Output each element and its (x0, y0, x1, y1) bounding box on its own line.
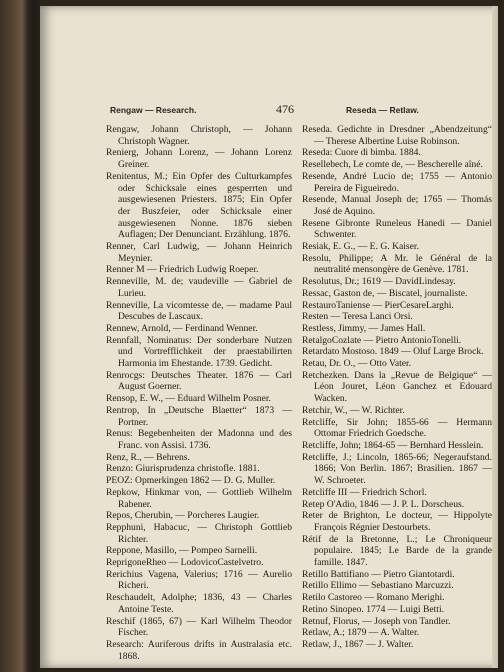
index-entry: Reschif (1865, 67) — Karl Wilhelm Theodor Fischer. (106, 615, 292, 639)
index-entry: Rentrop, In „Deutsche Blaetter“ 1873 — Portner. (106, 404, 292, 428)
index-entry: Retillo Ellimo — Sebastiano Marcuzzi. (302, 580, 454, 592)
index-entry: Retlaw, A.; 1879 — A. Walter. (302, 627, 420, 639)
index-entry: Reter de Brighton, Le docteur, — Hippolyte François Régnier Destourbets. (302, 510, 492, 533)
index-entry: Retillo Battifiano — Pietro Giantotardi. (302, 568, 455, 580)
index-entry: Reschaudelt, Adolphe; 1836, 43 — Charles Antoine Teste. (106, 592, 292, 615)
index-entry: Rennew, Arnold, — Ferdinand Wenner. (106, 322, 258, 334)
index-entry: Resene Gibronte Runeleus Hanedi — Daniel Schwenter. (302, 217, 492, 241)
index-entry: Retardato Mostoso. 1849 — Oluf Large Brock. (302, 346, 484, 358)
index-entry: Renzo: Giurisprudenza christofle. 1881. (106, 463, 260, 475)
index-entry: Research: Auriferous drifts in Australasia etc. 1868. (106, 638, 292, 662)
index-entry: Renus: Begebenheiten der Madonna und des Franc. von Assisi. 1736. (106, 428, 292, 451)
index-entry: Retchezken. Dans la „Revue de Belgique“ — Léon Jouret, Léon Ganchez et Edouard Wacken. (302, 369, 492, 405)
index-entry: Retnuf, Florus, — Joseph von Tandler. (302, 615, 451, 627)
right-column (302, 124, 492, 651)
right-running-head: Reseda — Retlaw. (346, 105, 419, 115)
index-entry: Resende, André Lucio de; 1755 — Antonio Pereira de Figueiredo. (302, 170, 492, 194)
page-header (40, 102, 498, 118)
index-entry: Renitentus, M.; Ein Opfer des Culturkampfes oder Schicksale eines gesperrten und ausgewiesenen Priesters. 1875; Ein Opfer der Buszfeier, oder Schicksale einer ausgewiesenen Nonne. 1876 sieben Auflagen; Der Denunciant. Erzählung. 1876. (106, 170, 292, 241)
index-entry: Retilo Castoreo — Romano Merighi. (302, 592, 445, 604)
index-entry: Resellebech, Le comte de, — Bescherelle aîné. (302, 159, 483, 171)
index-entry: Retcliffe III — Friedrich Schorl. (302, 486, 427, 498)
index-entry: Renner M — Friedrich Ludwig Roeper. (106, 264, 259, 276)
index-entry: Reseda. Gedichte in Dresdner „Abendzeitung“ — Therese Albertine Luise Robinson. (302, 124, 492, 147)
index-entry: Resiak, E. G., — E. G. Kaiser. (302, 241, 419, 253)
index-entry: Ressac, Gaston de, — Biscatel, journaliste. (302, 287, 468, 299)
index-entry: Renneville, M. de; vaudeville — Gabriel de Lurieu. (106, 276, 292, 299)
index-entry: Restless, Jimmy, — James Hall. (302, 322, 426, 334)
index-entry: Retep O'Adio, 1846 — J. P. L. Dorscheus. (302, 498, 465, 510)
left-column (106, 124, 292, 662)
index-entry: RetalgoCozlate — Pietro AntonioTonelli. (302, 334, 462, 346)
index-entry: Repos, Cherubin, — Porcheres Laugier. (106, 510, 260, 522)
index-entry: Rerichius Vagena, Valerius; 1716 — Aurelio Richeri. (106, 568, 292, 592)
index-entry: Retino Sinopeo. 1774 — Luigi Betti. (302, 603, 445, 615)
index-entry: Reseda: Cuore di bimba. 1884. (302, 147, 421, 159)
page-number: 476 (276, 102, 294, 116)
left-running-head: Rengaw — Research. (110, 105, 197, 115)
index-entry: Rensop, E. W., — Eduard Wilhelm Posner. (106, 393, 271, 405)
index-entry: Repphuni, Habacuc, — Christoph Gottlieb Richter. (106, 521, 292, 545)
index-entry: Rennfall, Nominatus: Der sonderbare Nutzen und Vortrefflichkeit der praestabilirten Harmonia im Ehestande. 1739. Gedicht. (106, 334, 292, 370)
index-entry: Reppone, Masillo, — Pompeo Sarnelli. (106, 545, 258, 557)
index-entry: Resolu, Philippe; A Mr. le Général de la neutralité mensongère de Genève. 1781. (302, 252, 492, 276)
page-edge (492, 6, 498, 668)
index-entry: Retcliffe, John; 1864-65 — Bernhard Hesslein. (302, 439, 484, 451)
index-entry: PEOZ: Opmerkingen 1862 — D. G. Muller. (106, 475, 276, 487)
index-entry: RestauroTaniense — PierCesareLarghi. (302, 299, 454, 311)
book-page (40, 6, 498, 668)
index-entry: Resolutus, Dr.; 1619 — DavidLindesay. (302, 276, 456, 288)
index-entry: Retlaw, J., 1867 — J. Walter. (302, 638, 414, 650)
index-entry: Retchir, W., — W. Richter. (302, 404, 405, 416)
index-entry: ReprigoneRheo — LodovicoCastelvetro. (106, 557, 264, 569)
index-entry: Rétif de la Bretonne, L.; Le Chroniqueur populaire. 1845; Le Barde de la grande famille. 1847. (302, 533, 492, 569)
index-entry: Resten — Teresa Lanci Orsi. (302, 311, 413, 323)
index-entry: Renrocgs: Deutsches Theater. 1876 — Carl August Goerner. (106, 369, 292, 393)
index-entry: Renner, Carl Ludwig, — Johann Heinrich Meynier. (106, 241, 292, 264)
index-entry: Retau, Dr. O., — Otto Vater. (302, 358, 412, 370)
index-entry: Repkow, Hinkmar von, — Gottlieb Wilhelm Rabener. (106, 486, 292, 510)
index-entry: Rengaw, Johann Christoph, — Johann Christoph Wagner. (106, 124, 292, 147)
index-entry: Retcliffe, J.; Lincoln, 1865-66; Negeraufstand. 1866; Von Berlin. 1867; Brasilien. 1867 — W. Schroeter. (302, 451, 492, 487)
index-entry: Renneville, La vicomtesse de, — madame Paul Descubes de Lascaux. (106, 299, 292, 323)
index-entry: Renz, R., — Behrens. (106, 451, 190, 463)
index-entry: Retcliffe, Sir John; 1855-66 — Hermann Ottomar Friedrich Goedsche. (302, 416, 492, 440)
index-entry: Resende, Manual Joseph de; 1765 — Thomás José de Aquino. (302, 194, 492, 217)
index-entry: Renierg, Johann Lorenz, — Johann Lorenz Greiner. (106, 147, 292, 171)
